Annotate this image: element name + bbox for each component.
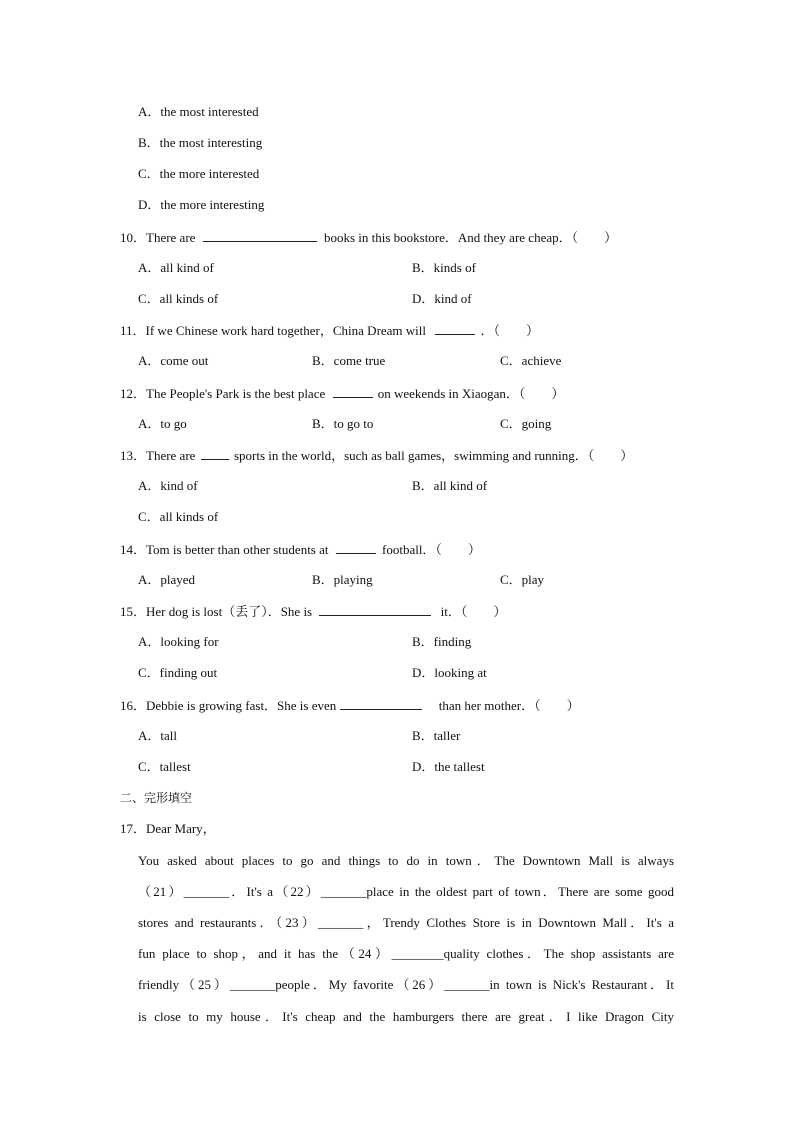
q13-stem (120, 447, 633, 464)
q16-stem-start: 16．Debbie is growing fast．She is even (120, 698, 337, 713)
q17-passage-line-6: is close to my house．It's cheap and the hamburgers there are great．I like Dragon City (138, 1009, 674, 1024)
q9-option-a: A．the most interested (138, 104, 259, 119)
q17-passage-line-1: You asked about places to go and things to do in town．The Downtown Mall is always (138, 853, 674, 868)
q15-stem-start: 15．Her dog is lost（丢了）．She is (120, 604, 313, 619)
q12-stem-end: on weekends in Xiaogan．（ ） (377, 386, 565, 401)
q10-option-a: A．all kind of (138, 260, 214, 275)
q15-stem (120, 603, 506, 620)
q15-option-c: C．finding out (138, 665, 218, 680)
q14-stem (120, 541, 481, 558)
q16-blank (340, 697, 422, 710)
q10-option-c: C．all kinds of (138, 291, 219, 306)
q13-option-a: A．kind of (138, 478, 198, 493)
q9-option-c: C．the more interested (138, 166, 260, 181)
q16-stem-end: than her mother．（ ） (438, 698, 580, 713)
q10-option-b: B．kinds of (412, 260, 476, 275)
q15-option-a: A．looking for (138, 634, 219, 649)
q10-stem-end: books in this bookstore．And they are cheap．（ ） (323, 230, 618, 245)
q13-stem-end: sports in the world，such as ball games，swimming and running．（ ） (233, 448, 634, 463)
q14-stem-end: football．（ ） (382, 542, 481, 557)
q16-option-a: A．tall (138, 728, 177, 743)
q10-stem-start: 10．There are (120, 230, 196, 245)
q17-passage-line-4: fun place to shop，and it has the（24）________quality clothes．The shop assistants are (138, 946, 674, 961)
q14-option-c: C．play (500, 572, 545, 587)
q13-stem-start: 13．There are (120, 448, 196, 463)
q16-option-d: D．the tallest (412, 759, 485, 774)
q11-stem-end: ．（ ） (480, 323, 540, 338)
q12-stem-start: 12．The People's Park is the best place (120, 386, 326, 401)
q16-option-c: C．tallest (138, 759, 191, 774)
q16-stem (120, 697, 580, 714)
q15-blank (319, 603, 431, 616)
q15-stem-end: it．（ ） (440, 604, 507, 619)
q15-option-d: D．looking at (412, 665, 487, 680)
q11-option-a: A．come out (138, 353, 209, 368)
q17-passage-line-3: stores and restaurants．（23）_______，Trendy Clothes Store is in Downtown Mall．It's a (138, 915, 674, 930)
q16-option-b: B．taller (412, 728, 461, 743)
q11-option-b: B．come true (312, 353, 386, 368)
q10-blank (203, 229, 317, 242)
q13-blank (201, 447, 229, 460)
q9-option-b: B．the most interesting (138, 135, 263, 150)
q14-option-a: A．played (138, 572, 196, 587)
q11-option-c: C．achieve (500, 353, 562, 368)
q17-salutation: 17．Dear Mary， (120, 821, 216, 836)
q12-option-c: C．going (500, 416, 552, 431)
q14-option-b: B．playing (312, 572, 373, 587)
q13-option-b: B．all kind of (412, 478, 488, 493)
q15-option-b: B．finding (412, 634, 472, 649)
q9-option-d: D．the more interesting (138, 197, 265, 212)
q14-blank (336, 541, 376, 554)
q13-option-c: C．all kinds of (138, 509, 219, 524)
section-heading-cloze: 二、完形填空 (120, 791, 193, 805)
q17-passage-line-5: friendly（25）_______people．My favorite（26）_______in town is Nick's Restaurant．It (138, 977, 674, 992)
q14-stem-start: 14．Tom is better than other students at (120, 542, 329, 557)
q11-stem (120, 322, 539, 339)
q12-option-b: B．to go to (312, 416, 374, 431)
q10-stem (120, 229, 617, 246)
q11-stem-start: 11．If we Chinese work hard together，China Dream will (120, 323, 427, 338)
q10-option-d: D．kind of (412, 291, 472, 306)
q12-stem (120, 385, 564, 402)
q17-passage-line-2: （21）_______．It's a（22）_______place in the oldest part of town．There are some good (138, 884, 674, 899)
q12-option-a: A．to go (138, 416, 187, 431)
q12-blank (333, 385, 373, 398)
q11-blank (435, 322, 475, 335)
